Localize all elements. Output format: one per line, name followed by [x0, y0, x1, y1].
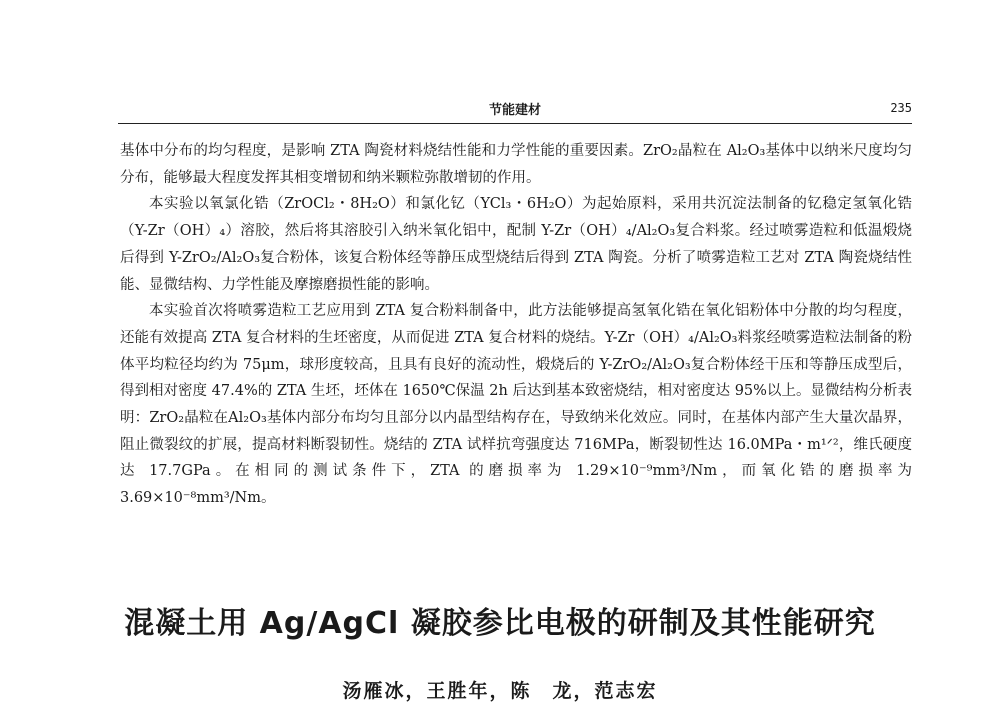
article-title: 混凝土用 Ag/AgCl 凝胶参比电极的研制及其性能研究 [124, 606, 876, 641]
article-body [120, 138, 912, 512]
body-paragraph-1: 基体中分布的均匀程度，是影响 ZTA 陶瓷材料烧结性能和力学性能的重要因素。ZrO₂晶粒在 Al₂O₃基体中以纳米尺度均匀分布，能够最大程度发挥其相变增韧和纳米颗粒弥散增韧的作用。 [120, 143, 912, 186]
running-header [118, 97, 912, 119]
body-paragraph-2: 本实验以氧氯化锆（ZrOCl₂・8H₂O）和氯化钇（YCl₃・6H₂O）为起始原料，采用共沉淀法制备的钇稳定氢氧化锆（Y-Zr（OH）₄）溶胶，然后将其溶胶引入纳米氧化铝中，配制 Y-Zr（OH）₄/Al₂O₃复合料浆。经过喷雾造粒和低温煅烧后得到 Y-ZrO₂/Al₂O₃复合粉体，该复合粉体经等静压成型烧结后得到 ZTA 陶瓷。分析了喷雾造粒工艺对 ZTA 陶瓷烧结性能、显微结构、力学性能及摩擦磨损性能的影响。 [120, 196, 912, 293]
page-number: 235 [890, 101, 912, 115]
body-paragraph-3: 本实验首次将喷雾造粒工艺应用到 ZTA 复合粉料制备中，此方法能够提高氢氧化锆在氧化铝粉体中分散的均匀程度，还能有效提高 ZTA 复合材料的生坯密度，从而促进 ZTA 复合材料的烧结。Y-Zr（OH）₄/Al₂O₃料浆经喷雾造粒法制备的粉体平均粒径均约为 75μm，球形度较高，且具有良好的流动性，煅烧后的 Y-ZrO₂/Al₂O₃复合粉体经干压和等静压成型后，得到相对密度 47.4%的 ZTA 生坯，坯体在 1650℃保温 2h 后达到基本致密烧结，相对密度达 95%以上。显微结构分析表明：ZrO₂晶粒在Al₂O₃基体内部分布均匀且部分以内晶型结构存在，导致纳米化效应。同时，在基体内部产生大量次晶界，阻止微裂纹的扩展，提高材料断裂韧性。烧结的 ZTA 试样抗弯强度达 716MPa，断裂韧性达 16.0MPa・m¹ᐟ²，维氏硬度达 17.7GPa。在相同的测试条件下，ZTA 的磨损率为 1.29×10⁻⁹mm³/Nm，而氧化锆的磨损率为 3.69×10⁻⁸mm³/Nm。 [120, 303, 912, 507]
journal-name: 节能建材 [488, 103, 541, 118]
header-rule [118, 123, 912, 124]
article-authors: 汤雁冰，王胜年，陈 龙，范志宏 [342, 680, 658, 702]
